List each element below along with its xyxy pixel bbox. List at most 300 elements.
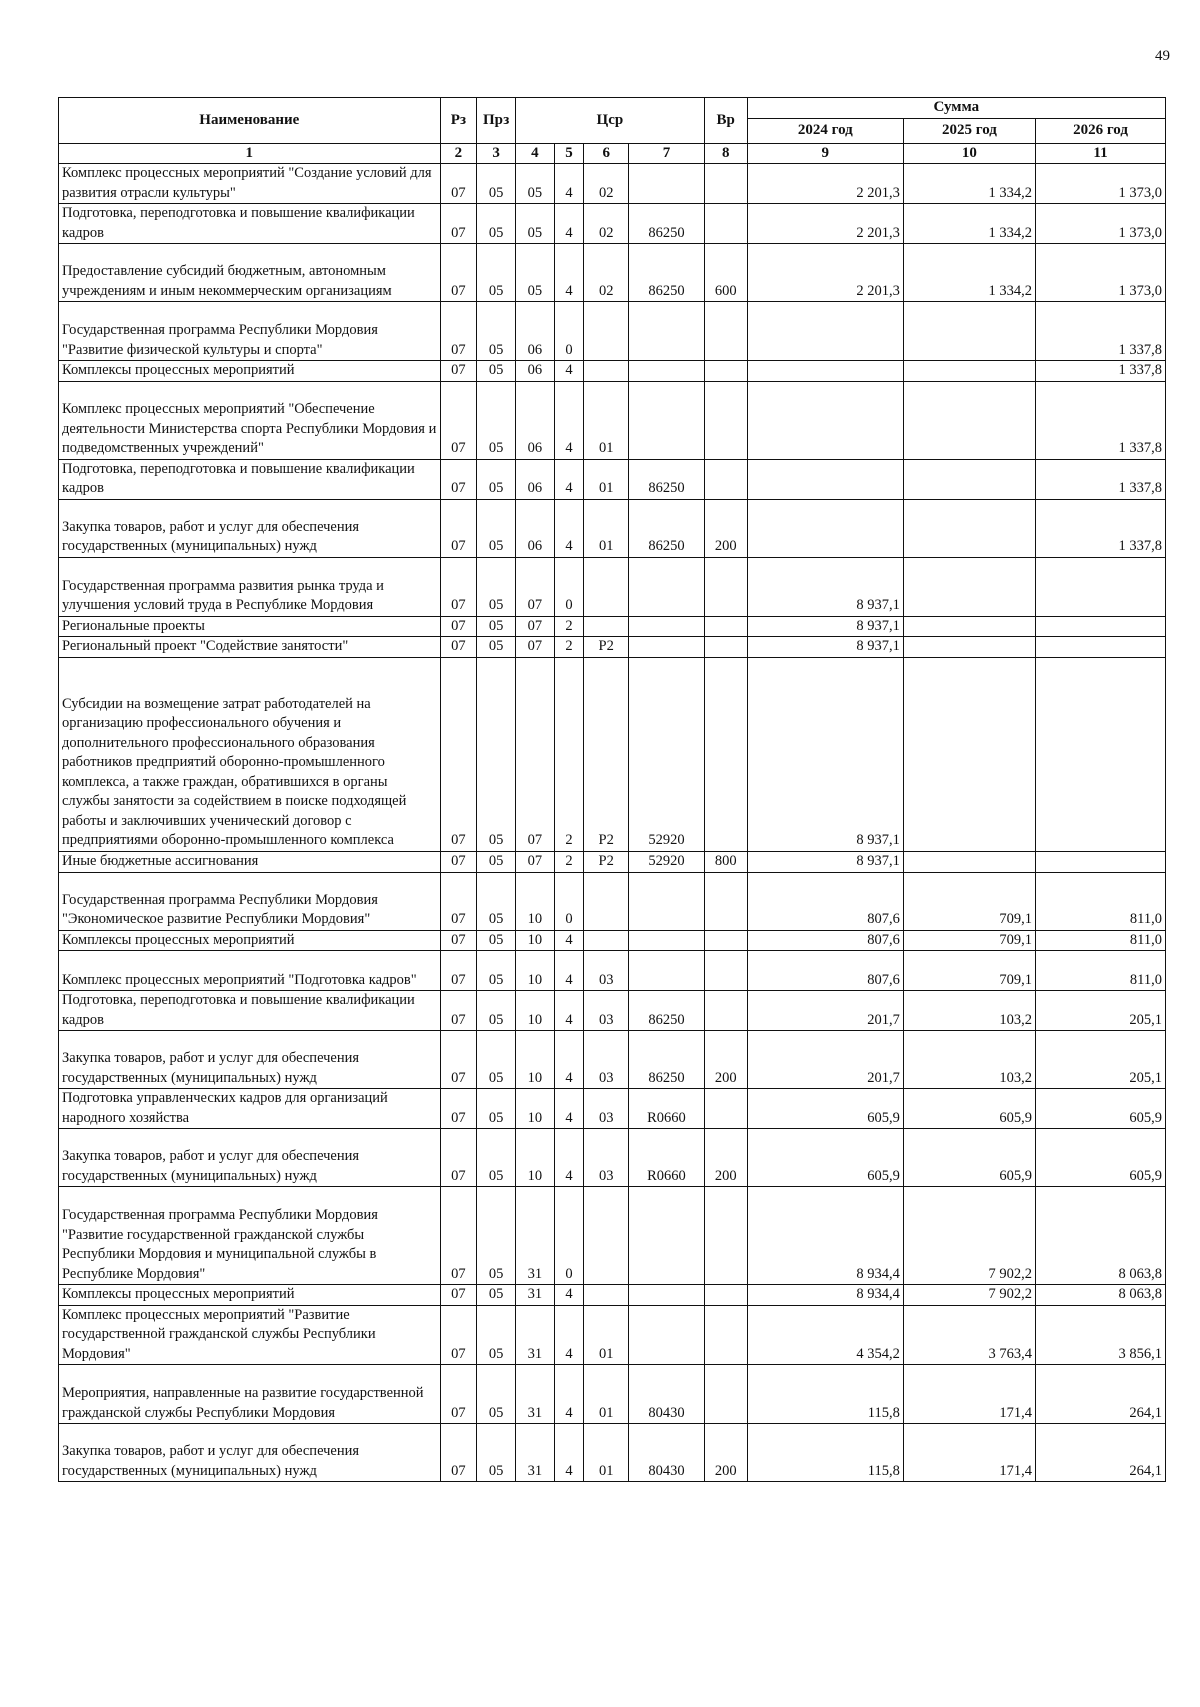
table-cell-sum-2026: 8 063,8 — [1035, 1187, 1165, 1285]
table-cell-name: Комплексы процессных мероприятий — [59, 1285, 441, 1306]
table-cell-vr — [704, 1305, 747, 1365]
table-cell-vr — [704, 302, 747, 361]
table-cell-sum-2026: 1 337,8 — [1035, 361, 1165, 382]
table-cell-prz: 05 — [477, 991, 516, 1031]
table-cell-name: Региональные проекты — [59, 616, 441, 637]
header-vr: Вр — [704, 98, 747, 144]
table-cell-vr — [704, 930, 747, 951]
table-cell-csr-direction: 80430 — [629, 1365, 705, 1424]
table-cell-sum-2025: 709,1 — [903, 930, 1035, 951]
table-cell-csr-structure — [584, 872, 629, 930]
table-cell-sum-2025: 7 902,2 — [903, 1187, 1035, 1285]
table-cell-csr-program: 10 — [516, 991, 555, 1031]
table-cell-prz: 05 — [477, 459, 516, 499]
table-cell-prz: 05 — [477, 381, 516, 459]
table-cell-csr-type: 4 — [554, 1305, 583, 1365]
table-cell-sum-2025 — [903, 499, 1035, 557]
table-cell-sum-2026 — [1035, 657, 1165, 851]
table-cell-name: Иные бюджетные ассигнования — [59, 851, 441, 872]
table-row — [59, 244, 1166, 302]
table-cell-vr — [704, 1285, 747, 1306]
table-cell-sum-2025: 605,9 — [903, 1129, 1035, 1187]
table-row — [59, 499, 1166, 557]
table-cell-sum-2026: 811,0 — [1035, 951, 1165, 991]
table-cell-csr-program: 06 — [516, 302, 555, 361]
table-cell-csr-program: 07 — [516, 851, 555, 872]
table-cell-csr-direction: 52920 — [629, 851, 705, 872]
table-cell-csr-structure — [584, 302, 629, 361]
table-cell-sum-2024: 807,6 — [747, 872, 903, 930]
page-number: 49 — [1155, 48, 1170, 64]
table-cell-csr-direction — [629, 381, 705, 459]
table-cell-csr-structure: P2 — [584, 657, 629, 851]
table-row — [59, 657, 1166, 851]
table-cell-rz: 07 — [440, 1031, 477, 1089]
table-cell-csr-type: 4 — [554, 1365, 583, 1424]
table-cell-prz: 05 — [477, 499, 516, 557]
table-cell-prz: 05 — [477, 361, 516, 382]
table-cell-csr-program: 10 — [516, 872, 555, 930]
table-cell-rz: 07 — [440, 951, 477, 991]
table-cell-sum-2025: 1 334,2 — [903, 244, 1035, 302]
table-cell-csr-program: 10 — [516, 1031, 555, 1089]
table-cell-rz: 07 — [440, 1424, 477, 1482]
table-cell-sum-2025: 103,2 — [903, 1031, 1035, 1089]
table-cell-sum-2024 — [747, 302, 903, 361]
table-cell-csr-direction — [629, 302, 705, 361]
table-row — [59, 616, 1166, 637]
table-cell-csr-type: 4 — [554, 930, 583, 951]
table-cell-csr-structure: 01 — [584, 381, 629, 459]
table-cell-rz: 07 — [440, 244, 477, 302]
table-cell-csr-program: 07 — [516, 557, 555, 616]
table-cell-sum-2024: 8 937,1 — [747, 637, 903, 658]
table-cell-vr — [704, 459, 747, 499]
table-cell-name: Закупка товаров, работ и услуг для обеспечения государственных (муниципальных) нужд — [59, 499, 441, 557]
table-cell-csr-structure: 01 — [584, 1365, 629, 1424]
table-cell-rz: 07 — [440, 1129, 477, 1187]
table-cell-csr-structure: 01 — [584, 1424, 629, 1482]
table-cell-csr-program: 31 — [516, 1424, 555, 1482]
table-cell-csr-direction — [629, 872, 705, 930]
table-cell-prz: 05 — [477, 164, 516, 204]
table-cell-name: Государственная программа развития рынка труда и улучшения условий труда в Республике Мордовия — [59, 557, 441, 616]
table-cell-csr-type: 2 — [554, 657, 583, 851]
table-cell-csr-structure: 01 — [584, 459, 629, 499]
table-row — [59, 1031, 1166, 1089]
table-cell-prz: 05 — [477, 1187, 516, 1285]
table-cell-prz: 05 — [477, 204, 516, 244]
table-cell-sum-2025: 171,4 — [903, 1365, 1035, 1424]
table-cell-csr-type: 4 — [554, 991, 583, 1031]
table-cell-csr-direction — [629, 1285, 705, 1306]
table-row — [59, 302, 1166, 361]
table-cell-rz: 07 — [440, 1089, 477, 1129]
table-cell-csr-type: 0 — [554, 1187, 583, 1285]
table-cell-sum-2026: 8 063,8 — [1035, 1285, 1165, 1306]
table-cell-csr-structure — [584, 1285, 629, 1306]
table-cell-sum-2025 — [903, 361, 1035, 382]
table-row — [59, 459, 1166, 499]
table-cell-sum-2026: 1 373,0 — [1035, 164, 1165, 204]
table-cell-csr-structure — [584, 557, 629, 616]
table-cell-csr-program: 31 — [516, 1365, 555, 1424]
table-cell-sum-2024: 2 201,3 — [747, 164, 903, 204]
table-cell-csr-type: 4 — [554, 1424, 583, 1482]
table-cell-csr-type: 2 — [554, 637, 583, 658]
table-cell-csr-type: 4 — [554, 204, 583, 244]
table-cell-csr-program: 06 — [516, 361, 555, 382]
table-cell-csr-structure: 02 — [584, 164, 629, 204]
table-cell-csr-structure: P2 — [584, 851, 629, 872]
table-cell-sum-2025 — [903, 557, 1035, 616]
header-csr: Цср — [516, 98, 705, 144]
table-cell-rz: 07 — [440, 302, 477, 361]
header-year-2024: 2024 год — [747, 118, 903, 143]
table-cell-rz: 07 — [440, 459, 477, 499]
table-cell-name: Подготовка, переподготовка и повышение квалификации кадров — [59, 459, 441, 499]
table-row — [59, 1285, 1166, 1306]
table-cell-prz: 05 — [477, 1305, 516, 1365]
table-cell-csr-program: 31 — [516, 1187, 555, 1285]
table-cell-csr-program: 05 — [516, 164, 555, 204]
table-cell-sum-2026: 1 337,8 — [1035, 381, 1165, 459]
table-cell-csr-structure: P2 — [584, 637, 629, 658]
table-cell-sum-2024: 605,9 — [747, 1129, 903, 1187]
column-number: 5 — [554, 143, 583, 164]
table-cell-csr-structure: 03 — [584, 991, 629, 1031]
table-cell-csr-program: 10 — [516, 951, 555, 991]
table-cell-name: Закупка товаров, работ и услуг для обеспечения государственных (муниципальных) нужд — [59, 1031, 441, 1089]
table-cell-csr-type: 4 — [554, 459, 583, 499]
table-cell-rz: 07 — [440, 361, 477, 382]
table-cell-csr-program: 06 — [516, 381, 555, 459]
table-cell-sum-2025 — [903, 459, 1035, 499]
table-cell-csr-program: 31 — [516, 1285, 555, 1306]
table-cell-sum-2025: 605,9 — [903, 1089, 1035, 1129]
table-cell-prz: 05 — [477, 930, 516, 951]
table-cell-csr-program: 05 — [516, 204, 555, 244]
table-cell-rz: 07 — [440, 499, 477, 557]
table-row — [59, 951, 1166, 991]
table-cell-rz: 07 — [440, 381, 477, 459]
table-cell-sum-2026: 1 373,0 — [1035, 244, 1165, 302]
column-number: 3 — [477, 143, 516, 164]
table-cell-sum-2024: 201,7 — [747, 1031, 903, 1089]
column-number: 8 — [704, 143, 747, 164]
table-cell-name: Подготовка, переподготовка и повышение квалификации кадров — [59, 204, 441, 244]
table-cell-vr — [704, 164, 747, 204]
table-cell-sum-2024: 8 937,1 — [747, 851, 903, 872]
table-cell-vr — [704, 872, 747, 930]
table-cell-prz: 05 — [477, 657, 516, 851]
table-cell-vr: 200 — [704, 1129, 747, 1187]
table-cell-csr-type: 4 — [554, 361, 583, 382]
table-cell-sum-2025: 709,1 — [903, 872, 1035, 930]
table-cell-rz: 07 — [440, 991, 477, 1031]
table-cell-rz: 07 — [440, 1187, 477, 1285]
table-cell-rz: 07 — [440, 1285, 477, 1306]
table-cell-rz: 07 — [440, 557, 477, 616]
table-cell-sum-2025: 171,4 — [903, 1424, 1035, 1482]
table-cell-sum-2025 — [903, 851, 1035, 872]
table-cell-csr-direction — [629, 1187, 705, 1285]
table-cell-sum-2025 — [903, 657, 1035, 851]
table-row — [59, 1305, 1166, 1365]
table-cell-sum-2024: 8 937,1 — [747, 557, 903, 616]
table-cell-sum-2024 — [747, 381, 903, 459]
column-number-row — [59, 143, 1166, 164]
table-cell-name: Подготовка управленческих кадров для организаций народного хозяйства — [59, 1089, 441, 1129]
table-row — [59, 164, 1166, 204]
table-cell-sum-2026: 811,0 — [1035, 872, 1165, 930]
table-cell-vr — [704, 1187, 747, 1285]
table-cell-csr-direction — [629, 616, 705, 637]
table-cell-sum-2026 — [1035, 851, 1165, 872]
table-cell-sum-2025: 7 902,2 — [903, 1285, 1035, 1306]
table-cell-sum-2024: 807,6 — [747, 930, 903, 951]
table-cell-prz: 05 — [477, 1031, 516, 1089]
table-cell-csr-program: 10 — [516, 930, 555, 951]
table-cell-prz: 05 — [477, 1424, 516, 1482]
table-cell-vr — [704, 1089, 747, 1129]
table-cell-name: Комплекс процессных мероприятий "Создание условий для развития отрасли культуры" — [59, 164, 441, 204]
table-cell-prz: 05 — [477, 302, 516, 361]
table-cell-csr-program: 05 — [516, 244, 555, 302]
table-cell-vr — [704, 951, 747, 991]
header-year-2026: 2026 год — [1035, 118, 1165, 143]
table-cell-sum-2024: 2 201,3 — [747, 204, 903, 244]
table-cell-sum-2026: 264,1 — [1035, 1365, 1165, 1424]
table-cell-rz: 07 — [440, 1305, 477, 1365]
table-cell-csr-direction: 86250 — [629, 1031, 705, 1089]
header-sum: Сумма — [747, 98, 1165, 119]
table-cell-csr-program: 10 — [516, 1129, 555, 1187]
table-row — [59, 557, 1166, 616]
table-cell-csr-direction: R0660 — [629, 1129, 705, 1187]
table-cell-vr — [704, 1365, 747, 1424]
table-cell-csr-type: 4 — [554, 951, 583, 991]
header-name: Наименование — [59, 98, 441, 144]
table-cell-rz: 07 — [440, 657, 477, 851]
table-cell-name: Мероприятия, направленные на развитие государственной гражданской службы Республики Мордовия — [59, 1365, 441, 1424]
table-cell-sum-2026: 264,1 — [1035, 1424, 1165, 1482]
table-cell-csr-direction — [629, 930, 705, 951]
table-cell-csr-type: 4 — [554, 244, 583, 302]
table-cell-sum-2024: 807,6 — [747, 951, 903, 991]
table-cell-csr-direction — [629, 361, 705, 382]
table-cell-rz: 07 — [440, 616, 477, 637]
table-cell-sum-2026 — [1035, 557, 1165, 616]
table-cell-csr-direction — [629, 164, 705, 204]
table-cell-sum-2024: 4 354,2 — [747, 1305, 903, 1365]
table-cell-csr-direction: 86250 — [629, 204, 705, 244]
table-cell-vr — [704, 657, 747, 851]
table-cell-csr-direction — [629, 637, 705, 658]
table-cell-name: Субсидии на возмещение затрат работодателей на организацию профессионального обучения и дополнительного профессионального образования работников предприятий оборонно-промышленного комплекса, а также граждан, обратившихся в органы службы занятости за содействием в поиске подходящей работы и заключивших ученический договор с предприятиями оборонно-промышленного комплекса — [59, 657, 441, 851]
table-cell-prz: 05 — [477, 557, 516, 616]
table-cell-name: Предоставление субсидий бюджетным, автономным учреждениям и иным некоммерческим организациям — [59, 244, 441, 302]
table-cell-csr-direction: 86250 — [629, 499, 705, 557]
table-row — [59, 851, 1166, 872]
table-cell-csr-direction — [629, 557, 705, 616]
table-cell-csr-structure: 01 — [584, 499, 629, 557]
table-cell-vr — [704, 361, 747, 382]
table-cell-rz: 07 — [440, 204, 477, 244]
table-cell-sum-2026: 1 337,8 — [1035, 459, 1165, 499]
table-cell-rz: 07 — [440, 1365, 477, 1424]
table-cell-sum-2024: 605,9 — [747, 1089, 903, 1129]
table-cell-rz: 07 — [440, 164, 477, 204]
column-number: 9 — [747, 143, 903, 164]
table-cell-vr — [704, 381, 747, 459]
table-cell-csr-direction: 52920 — [629, 657, 705, 851]
table-cell-name: Закупка товаров, работ и услуг для обеспечения государственных (муниципальных) нужд — [59, 1129, 441, 1187]
table-cell-sum-2025: 709,1 — [903, 951, 1035, 991]
column-number: 10 — [903, 143, 1035, 164]
table-cell-csr-structure: 03 — [584, 1031, 629, 1089]
table-cell-sum-2024: 201,7 — [747, 991, 903, 1031]
table-cell-sum-2025: 3 763,4 — [903, 1305, 1035, 1365]
table-row — [59, 204, 1166, 244]
table-cell-csr-type: 0 — [554, 872, 583, 930]
table-cell-sum-2025 — [903, 637, 1035, 658]
table-cell-prz: 05 — [477, 1089, 516, 1129]
table-cell-prz: 05 — [477, 851, 516, 872]
table-cell-csr-structure — [584, 616, 629, 637]
table-cell-prz: 05 — [477, 872, 516, 930]
table-cell-csr-program: 07 — [516, 637, 555, 658]
table-cell-prz: 05 — [477, 244, 516, 302]
table-cell-prz: 05 — [477, 637, 516, 658]
table-cell-sum-2025: 1 334,2 — [903, 164, 1035, 204]
table-cell-sum-2026 — [1035, 616, 1165, 637]
header-rz: Рз — [440, 98, 477, 144]
table-cell-csr-structure: 02 — [584, 204, 629, 244]
table-cell-sum-2025 — [903, 302, 1035, 361]
table-cell-csr-direction: 86250 — [629, 459, 705, 499]
table-row — [59, 991, 1166, 1031]
table-cell-vr: 600 — [704, 244, 747, 302]
table-row — [59, 1424, 1166, 1482]
table-cell-sum-2025 — [903, 381, 1035, 459]
table-cell-rz: 07 — [440, 637, 477, 658]
table-cell-name: Государственная программа Республики Мордовия "Развитие физической культуры и спорта" — [59, 302, 441, 361]
table-cell-name: Государственная программа Республики Мордовия "Экономическое развитие Республики Мордовия" — [59, 872, 441, 930]
table-cell-sum-2026: 1 373,0 — [1035, 204, 1165, 244]
table-row — [59, 930, 1166, 951]
table-cell-rz: 07 — [440, 930, 477, 951]
table-cell-sum-2026: 811,0 — [1035, 930, 1165, 951]
table-cell-vr — [704, 616, 747, 637]
table-cell-csr-program: 07 — [516, 657, 555, 851]
table-cell-csr-type: 2 — [554, 851, 583, 872]
table-row — [59, 1187, 1166, 1285]
column-number: 4 — [516, 143, 555, 164]
column-number: 7 — [629, 143, 705, 164]
table-cell-sum-2025 — [903, 616, 1035, 637]
header-prz: Прз — [477, 98, 516, 144]
table-cell-vr: 800 — [704, 851, 747, 872]
column-number: 11 — [1035, 143, 1165, 164]
column-number: 2 — [440, 143, 477, 164]
table-cell-sum-2024 — [747, 499, 903, 557]
table-row — [59, 1089, 1166, 1129]
table-cell-name: Комплексы процессных мероприятий — [59, 930, 441, 951]
table-cell-rz: 07 — [440, 851, 477, 872]
table-cell-sum-2024: 8 937,1 — [747, 616, 903, 637]
table-cell-name: Подготовка, переподготовка и повышение квалификации кадров — [59, 991, 441, 1031]
table-cell-name: Комплексы процессных мероприятий — [59, 361, 441, 382]
table-cell-csr-type: 4 — [554, 499, 583, 557]
column-number: 6 — [584, 143, 629, 164]
table-cell-name: Государственная программа Республики Мордовия "Развитие государственной гражданской службы Республики Мордовия и муниципальной службы в Республике Мордовия" — [59, 1187, 441, 1285]
table-cell-csr-structure — [584, 361, 629, 382]
table-cell-csr-direction — [629, 951, 705, 991]
table-cell-sum-2026: 205,1 — [1035, 991, 1165, 1031]
table-cell-csr-program: 07 — [516, 616, 555, 637]
table-cell-csr-direction: 86250 — [629, 244, 705, 302]
table-cell-sum-2026: 3 856,1 — [1035, 1305, 1165, 1365]
table-body — [59, 164, 1166, 1482]
table-cell-vr — [704, 991, 747, 1031]
table-cell-sum-2025: 1 334,2 — [903, 204, 1035, 244]
table-cell-csr-structure: 02 — [584, 244, 629, 302]
table-cell-csr-program: 10 — [516, 1089, 555, 1129]
table-cell-csr-type: 4 — [554, 381, 583, 459]
table-cell-csr-direction: 86250 — [629, 991, 705, 1031]
table-cell-vr: 200 — [704, 1424, 747, 1482]
table-cell-sum-2026: 1 337,8 — [1035, 499, 1165, 557]
table-cell-vr: 200 — [704, 1031, 747, 1089]
table-cell-sum-2024: 8 934,4 — [747, 1187, 903, 1285]
table-cell-prz: 05 — [477, 951, 516, 991]
table-cell-csr-type: 4 — [554, 1285, 583, 1306]
table-cell-csr-structure: 01 — [584, 1305, 629, 1365]
table-cell-sum-2024 — [747, 361, 903, 382]
table-cell-csr-structure — [584, 1187, 629, 1285]
table-cell-csr-type: 4 — [554, 1129, 583, 1187]
table-cell-name: Комплекс процессных мероприятий "Развитие государственной гражданской службы Республики Мордовия" — [59, 1305, 441, 1365]
table-cell-sum-2026 — [1035, 637, 1165, 658]
table-cell-csr-program: 06 — [516, 499, 555, 557]
table-row — [59, 361, 1166, 382]
table-cell-sum-2026: 605,9 — [1035, 1089, 1165, 1129]
table-row — [59, 637, 1166, 658]
table-cell-rz: 07 — [440, 872, 477, 930]
table-cell-name: Комплекс процессных мероприятий "Подготовка кадров" — [59, 951, 441, 991]
table-cell-vr — [704, 557, 747, 616]
table-cell-sum-2024: 8 934,4 — [747, 1285, 903, 1306]
table-cell-name: Региональный проект "Содействие занятости" — [59, 637, 441, 658]
table-cell-vr — [704, 637, 747, 658]
table-cell-csr-type: 4 — [554, 1089, 583, 1129]
table-row — [59, 381, 1166, 459]
budget-table — [58, 97, 1166, 1482]
header-year-2025: 2025 год — [903, 118, 1035, 143]
table-cell-name: Комплекс процессных мероприятий "Обеспечение деятельности Министерства спорта Республики Мордовия и подведомственных учреждений" — [59, 381, 441, 459]
table-cell-sum-2025: 103,2 — [903, 991, 1035, 1031]
table-cell-sum-2024 — [747, 459, 903, 499]
table-cell-prz: 05 — [477, 1365, 516, 1424]
table-cell-vr: 200 — [704, 499, 747, 557]
table-cell-csr-program: 31 — [516, 1305, 555, 1365]
table-row — [59, 1129, 1166, 1187]
table-cell-csr-type: 4 — [554, 164, 583, 204]
table-cell-sum-2024: 115,8 — [747, 1365, 903, 1424]
table-cell-prz: 05 — [477, 1285, 516, 1306]
table-cell-csr-structure: 03 — [584, 1129, 629, 1187]
